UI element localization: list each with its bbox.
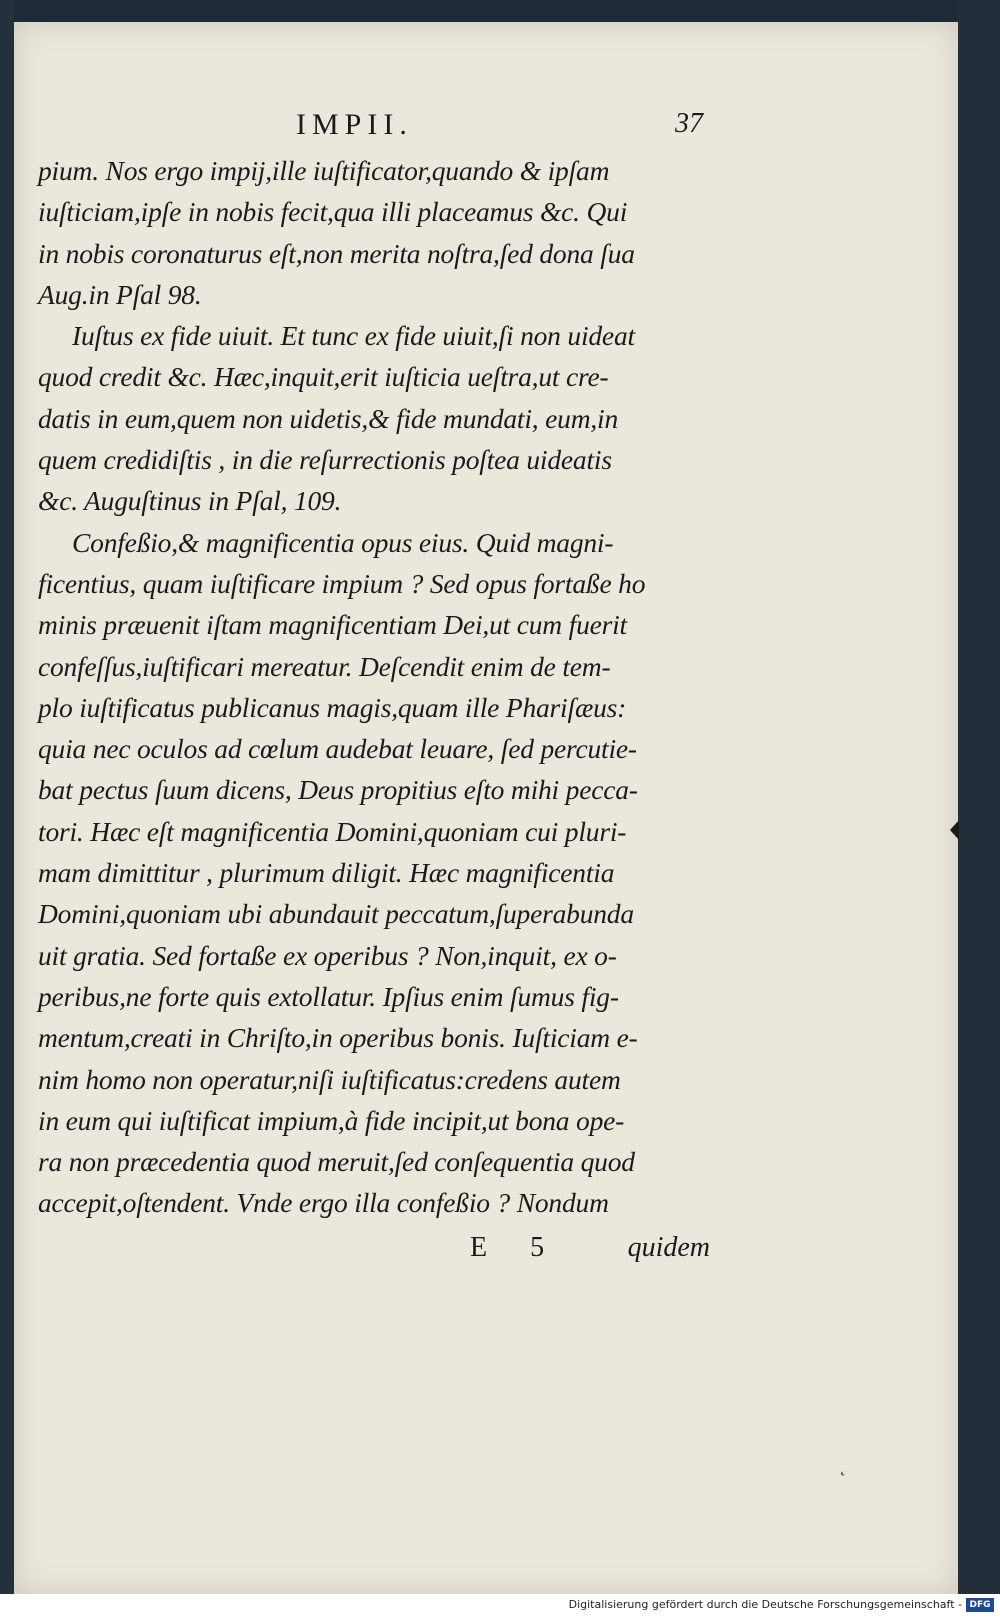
ink-speck-icon: ˛ xyxy=(840,1456,846,1476)
text-line: peribus,ne forte quis extollatur. Ipſius enim ſumus fig- xyxy=(38,980,619,1012)
catchline xyxy=(38,1232,710,1272)
text-line: iuſticiam,ipſe in nobis fecit,qua illi placeamus &c. Qui xyxy=(38,196,628,228)
scan-background-left xyxy=(0,0,14,1618)
text-line: in nobis coronaturus eſt,non merita noſtra,ſed dona ſua xyxy=(38,237,635,269)
signature-mark: E 5 xyxy=(470,1232,563,1263)
text-line: ra non præcedentia quod meruit,ſed conſequentia quod xyxy=(38,1146,635,1178)
text-line: pium. Nos ergo impij,ille iuſtificator,quando & ipſam xyxy=(38,155,610,186)
scan-background-right xyxy=(958,0,1000,1618)
text-line: datis in eum,quem non uidetis,& fide mundati, eum,in xyxy=(38,402,619,434)
text-line: &c. Auguſtinus in Pſal, 109. xyxy=(38,485,342,517)
text-line: mam dimittitur , plurimum diligit. Hæc magnificentia xyxy=(38,857,615,889)
text-line: Domini,quoniam ubi abundauit peccatum,ſuperabunda xyxy=(38,898,634,930)
text-line: quia nec oculos ad cœlum audebat leuare, ſed percutie- xyxy=(38,733,637,765)
dfg-logo-icon: DFG xyxy=(966,1598,994,1612)
text-line: quem credidiſtis , in die reſurrectionis poſtea uideatis xyxy=(38,444,612,476)
text-line: bat pectus ſuum dicens, Deus propitius eſto mihi pecca- xyxy=(38,774,638,806)
margin-arrow-icon xyxy=(950,820,959,840)
running-head: IMPII. xyxy=(296,108,413,141)
text-line: Confeßio,& magnificentia opus eius. Quid magni- xyxy=(72,526,614,558)
text-line: Iuſtus ex fide uiuit. Et tunc ex fide uiuit,ſi non uideat xyxy=(72,320,635,352)
text-line: quod credit &c. Hæc,inquit,erit iuſticia ueſtra,ut cre- xyxy=(38,361,609,393)
text-line: tori. Hæc eſt magnificentia Domini,quoniam cui pluri- xyxy=(38,815,627,847)
text-line: ficentius, quam iuſtificare impium ? Sed opus fortaße ho xyxy=(38,567,646,599)
text-line: accepit,oſtendent. Vnde ergo illa confeßio ? Nondum xyxy=(38,1187,609,1219)
catchword: quidem xyxy=(627,1232,710,1263)
text-line: mentum,creati in Chriſto,in operibus bonis. Iuſticiam e- xyxy=(38,1022,638,1054)
text-line: Aug.in Pſal 98. xyxy=(38,278,202,310)
text-line: nim homo non operatur,niſi iuſtificatus:credens autem xyxy=(38,1063,621,1095)
text-line: minis præuenit iſtam magnificentiam Dei,ut cum fuerit xyxy=(38,609,628,641)
page-number: 37 xyxy=(675,108,703,139)
text-line: plo iuſtificatus publicanus magis,quam ille Phariſæus: xyxy=(38,691,627,723)
text-line: in eum qui iuſtificat impium,à fide incipit,ut bona ope- xyxy=(38,1104,625,1136)
text-line: confeſſus,iuſtificari mereatur. Deſcendit enim de tem- xyxy=(38,650,611,682)
text-line: uit gratia. Sed fortaße ex operibus ? Non,inquit, ex o- xyxy=(38,939,617,971)
digitization-credit: Digitalisierung gefördert durch die Deutsche Forschungsgemeinschaft - xyxy=(568,1598,962,1611)
text-body xyxy=(38,150,710,1224)
